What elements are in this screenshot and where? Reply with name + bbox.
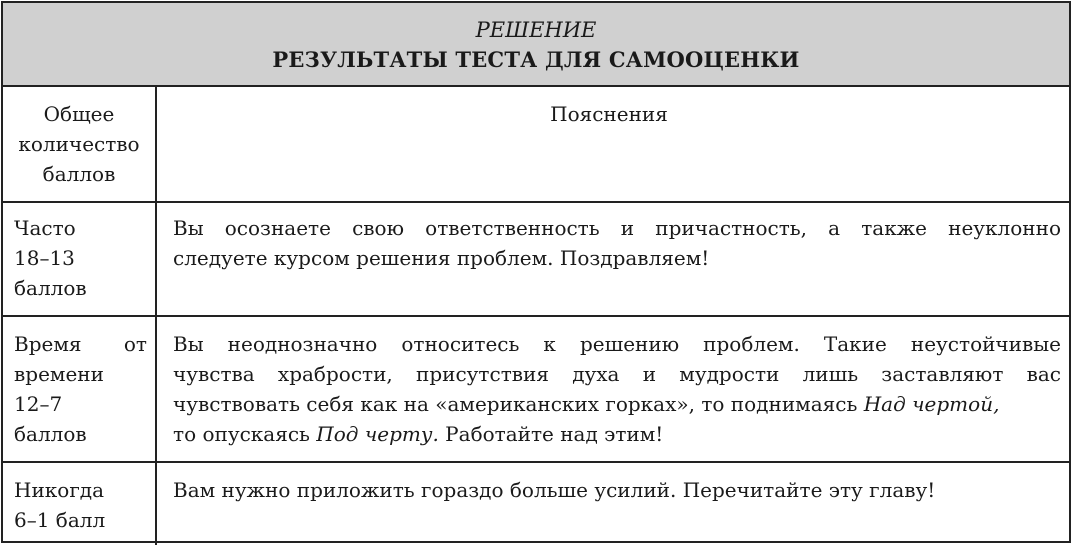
score-cell [3,317,157,461]
explanation-cell [157,317,1069,461]
explanation-line [173,389,1061,419]
explanation-line [173,419,1061,449]
score-label-line: баллов [14,422,87,446]
column-header-score-line-1: Общее [43,102,115,126]
score-label-line: 18–13 [14,246,75,270]
explanation-line: следуете курсом решения проблем. Поздравляем! [173,246,710,270]
explanation-line: Вы осознаете свою ответственность и причастность, а также неуклонно [173,216,1061,240]
table-row [3,203,1069,317]
column-header-score-line-2: количество [18,132,140,156]
explanation-fragment: чувствовать себя как на «американских горках», то поднимаясь [173,392,864,416]
column-header-score [3,87,157,201]
score-label-line: баллов [14,276,87,300]
column-header-score-line-3: баллов [42,162,116,186]
score-label-line: 12–7 [14,392,63,416]
explanation-italic-fragment: Над чертой, [863,392,1000,416]
explanation-line: Вы неоднозначно относитесь к решению проблем. Такие неустойчивые [173,332,1061,356]
results-table [1,1,1071,543]
score-label-line: времени [14,362,104,386]
explanation-cell [157,463,1069,545]
header-title: РЕЗУЛЬТАТЫ ТЕСТА ДЛЯ САМООЦЕНКИ [272,47,800,72]
score-label-line: 6–1 балл [14,508,106,532]
score-label-line: Часто [14,216,76,240]
score-label-line: Время от [14,332,147,356]
explanation-italic-fragment: Под черту. [316,422,439,446]
explanation-line: Вам нужно приложить гораздо больше усилий. Перечитайте эту главу! [173,478,936,502]
score-label-line: Никогда [14,478,105,502]
table-header [3,3,1069,87]
explanation-fragment: Работайте над этим! [438,422,664,446]
score-cell [3,463,157,545]
table-row [3,317,1069,463]
column-header-explanation-text: Пояснения [550,102,668,126]
table-row [3,463,1069,545]
explanation-cell [157,203,1069,315]
header-kicker: РЕШЕНИЕ [475,18,597,42]
score-cell [3,203,157,315]
column-header-explanation [157,87,1069,201]
explanation-line: чувства храбрости, присутствия духа и мудрости лишь заставляют вас [173,362,1061,386]
column-header-row [3,87,1069,203]
explanation-fragment: то опускаясь [173,422,317,446]
